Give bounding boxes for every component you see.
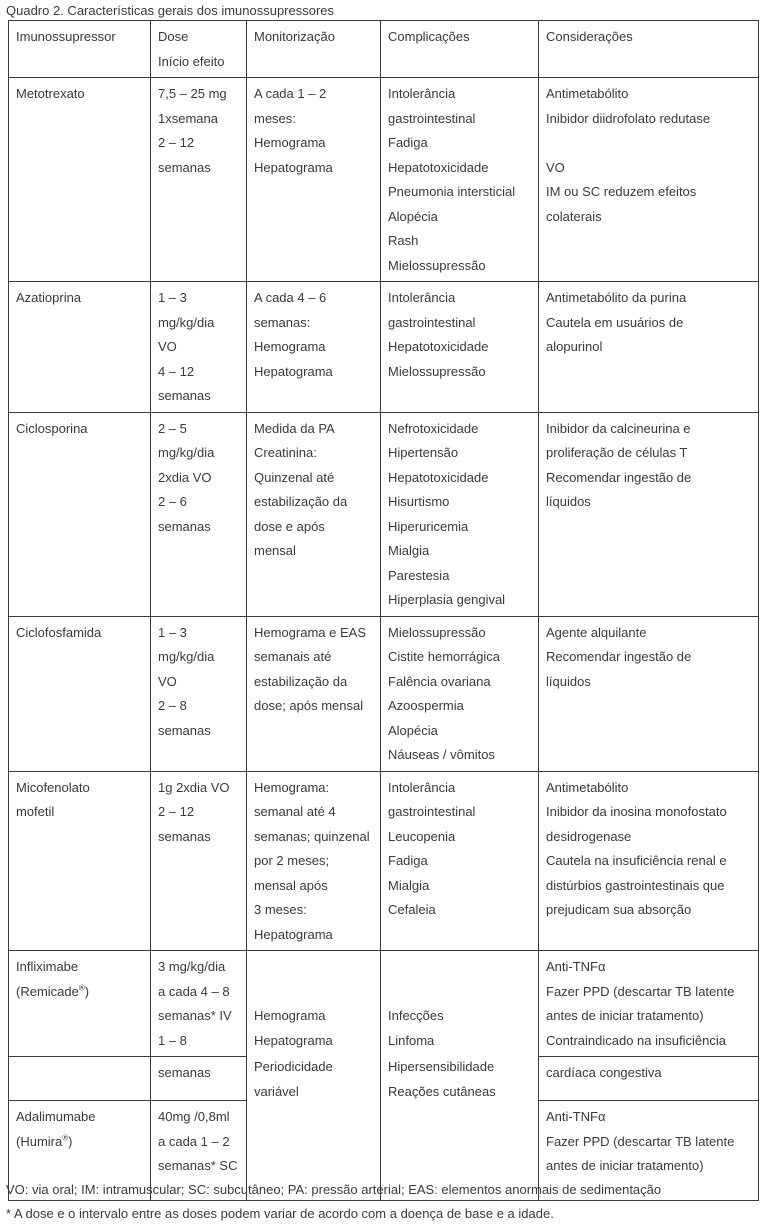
considerations-cell: cardíaca congestiva bbox=[539, 1057, 759, 1101]
considerations-cell: Antimetabólito da purina Cautela em usuários de alopurinol bbox=[539, 282, 759, 413]
drug-name-cell: Ciclosporina bbox=[9, 412, 151, 616]
complications-cell: Intolerância gastrointestinal Fadiga Hepatotoxicidade Pneumonia intersticial Alopécia Rash Mielossupressão bbox=[381, 78, 539, 282]
dose-cell: 1 – 3 mg/kg/dia VO 2 – 8 semanas bbox=[151, 616, 247, 771]
header-cell-considerations: Considerações bbox=[539, 21, 759, 78]
table-header-row bbox=[9, 21, 759, 78]
dose-cell: 40mg /0,8ml a cada 1 – 2 semanas* SC bbox=[151, 1101, 247, 1201]
complications-cell: Nefrotoxicidade Hipertensão Hepatotoxicidade Hisurtismo Hiperuricemia Mialgia Parestesia Hiperplasia gengival bbox=[381, 412, 539, 616]
dose-cell: 1g 2xdia VO 2 – 12 semanas bbox=[151, 771, 247, 951]
complications-cell: Intolerância gastrointestinal Hepatotoxicidade Mielossupressão bbox=[381, 282, 539, 413]
table-row bbox=[9, 78, 759, 282]
registered-mark: ® bbox=[78, 983, 85, 993]
drug-name-cell: Ciclofosfamida bbox=[9, 616, 151, 771]
considerations-cell: Antimetabólito Inibidor diidrofolato redutase VO IM ou SC reduzem efeitos colaterais bbox=[539, 78, 759, 282]
footnote-dose-note: * A dose e o intervalo entre as doses podem variar de acordo com a doença de base e a idade. bbox=[6, 1206, 554, 1221]
drug-name-cell: Infliximabe (Remicade®) bbox=[9, 951, 151, 1057]
table-row bbox=[9, 282, 759, 413]
monitoring-cell: Hemograma e EAS semanais até estabilização da dose; após mensal bbox=[247, 616, 381, 771]
table-row bbox=[9, 412, 759, 616]
monitoring-cell: Medida da PA Creatinina: Quinzenal até estabilização da dose e após mensal bbox=[247, 412, 381, 616]
drug-name-cell-empty bbox=[9, 1057, 151, 1101]
dose-cell: 2 – 5 mg/kg/dia 2xdia VO 2 – 6 semanas bbox=[151, 412, 247, 616]
drug-name-cell: Micofenolato mofetil bbox=[9, 771, 151, 951]
registered-mark: ® bbox=[62, 1133, 69, 1143]
complications-cell: Mielossupressão Cistite hemorrágica Falência ovariana Azoospermia Alopécia Náuseas / vômitos bbox=[381, 616, 539, 771]
monitoring-cell: A cada 1 – 2 meses: Hemograma Hepatograma bbox=[247, 78, 381, 282]
table-row bbox=[9, 951, 759, 1057]
complications-cell-anti-tnf: Infecções Linfoma Hipersensibilidade Reações cutâneas bbox=[381, 951, 539, 1201]
header-cell-dose: Dose Início efeito bbox=[151, 21, 247, 78]
considerations-cell: Inibidor da calcineurina e proliferação de células T Recomendar ingestão de líquidos bbox=[539, 412, 759, 616]
drug-name-cell: Azatioprina bbox=[9, 282, 151, 413]
monitoring-cell: A cada 4 – 6 semanas: Hemograma Hepatograma bbox=[247, 282, 381, 413]
table-caption: Quadro 2. Características gerais dos imunossupressores bbox=[6, 3, 335, 18]
header-cell-monitoring: Monitorização bbox=[247, 21, 381, 78]
drug-name-cell: Adalimumabe (Humira®) bbox=[9, 1101, 151, 1201]
considerations-cell: Anti-TNFα Fazer PPD (descartar TB latente antes de iniciar tratamento) bbox=[539, 1101, 759, 1201]
dose-cell: semanas bbox=[151, 1057, 247, 1101]
monitoring-cell-anti-tnf: Hemograma Hepatograma Periodicidade variável bbox=[247, 951, 381, 1201]
complications-cell: Intolerância gastrointestinal Leucopenia Fadiga Mialgia Cefaleia bbox=[381, 771, 539, 951]
considerations-cell: Anti-TNFα Fazer PPD (descartar TB latente antes de iniciar tratamento) Contraindicado na insuficiência bbox=[539, 951, 759, 1057]
table-row bbox=[9, 616, 759, 771]
header-cell-immunosuppressant: Imunossupressor bbox=[9, 21, 151, 78]
header-cell-complications: Complicações bbox=[381, 21, 539, 78]
dose-cell: 3 mg/kg/dia a cada 4 – 8 semanas* IV 1 – 8 bbox=[151, 951, 247, 1057]
footnote-abbreviations: VO: via oral; IM: intramuscular; SC: subcutâneo; PA: pressão arterial; EAS: elementos anormais de sedimentação bbox=[6, 1182, 662, 1197]
considerations-cell: Agente alquilante Recomendar ingestão de líquidos bbox=[539, 616, 759, 771]
footnotes bbox=[6, 1178, 661, 1226]
monitoring-cell: Hemograma: semanal até 4 semanas; quinzenal por 2 meses; mensal após 3 meses: Hepatograma bbox=[247, 771, 381, 951]
drug-name-cell: Metotrexato bbox=[9, 78, 151, 282]
dose-cell: 7,5 – 25 mg 1xsemana 2 – 12 semanas bbox=[151, 78, 247, 282]
considerations-cell: Antimetabólito Inibidor da inosina monofostato desidrogenase Cautela na insuficiência renal e distúrbios gastrointestinais que prejudicam sua absorção bbox=[539, 771, 759, 951]
dose-cell: 1 – 3 mg/kg/dia VO 4 – 12 semanas bbox=[151, 282, 247, 413]
immunosuppressants-table bbox=[8, 20, 759, 1201]
table-row bbox=[9, 771, 759, 951]
